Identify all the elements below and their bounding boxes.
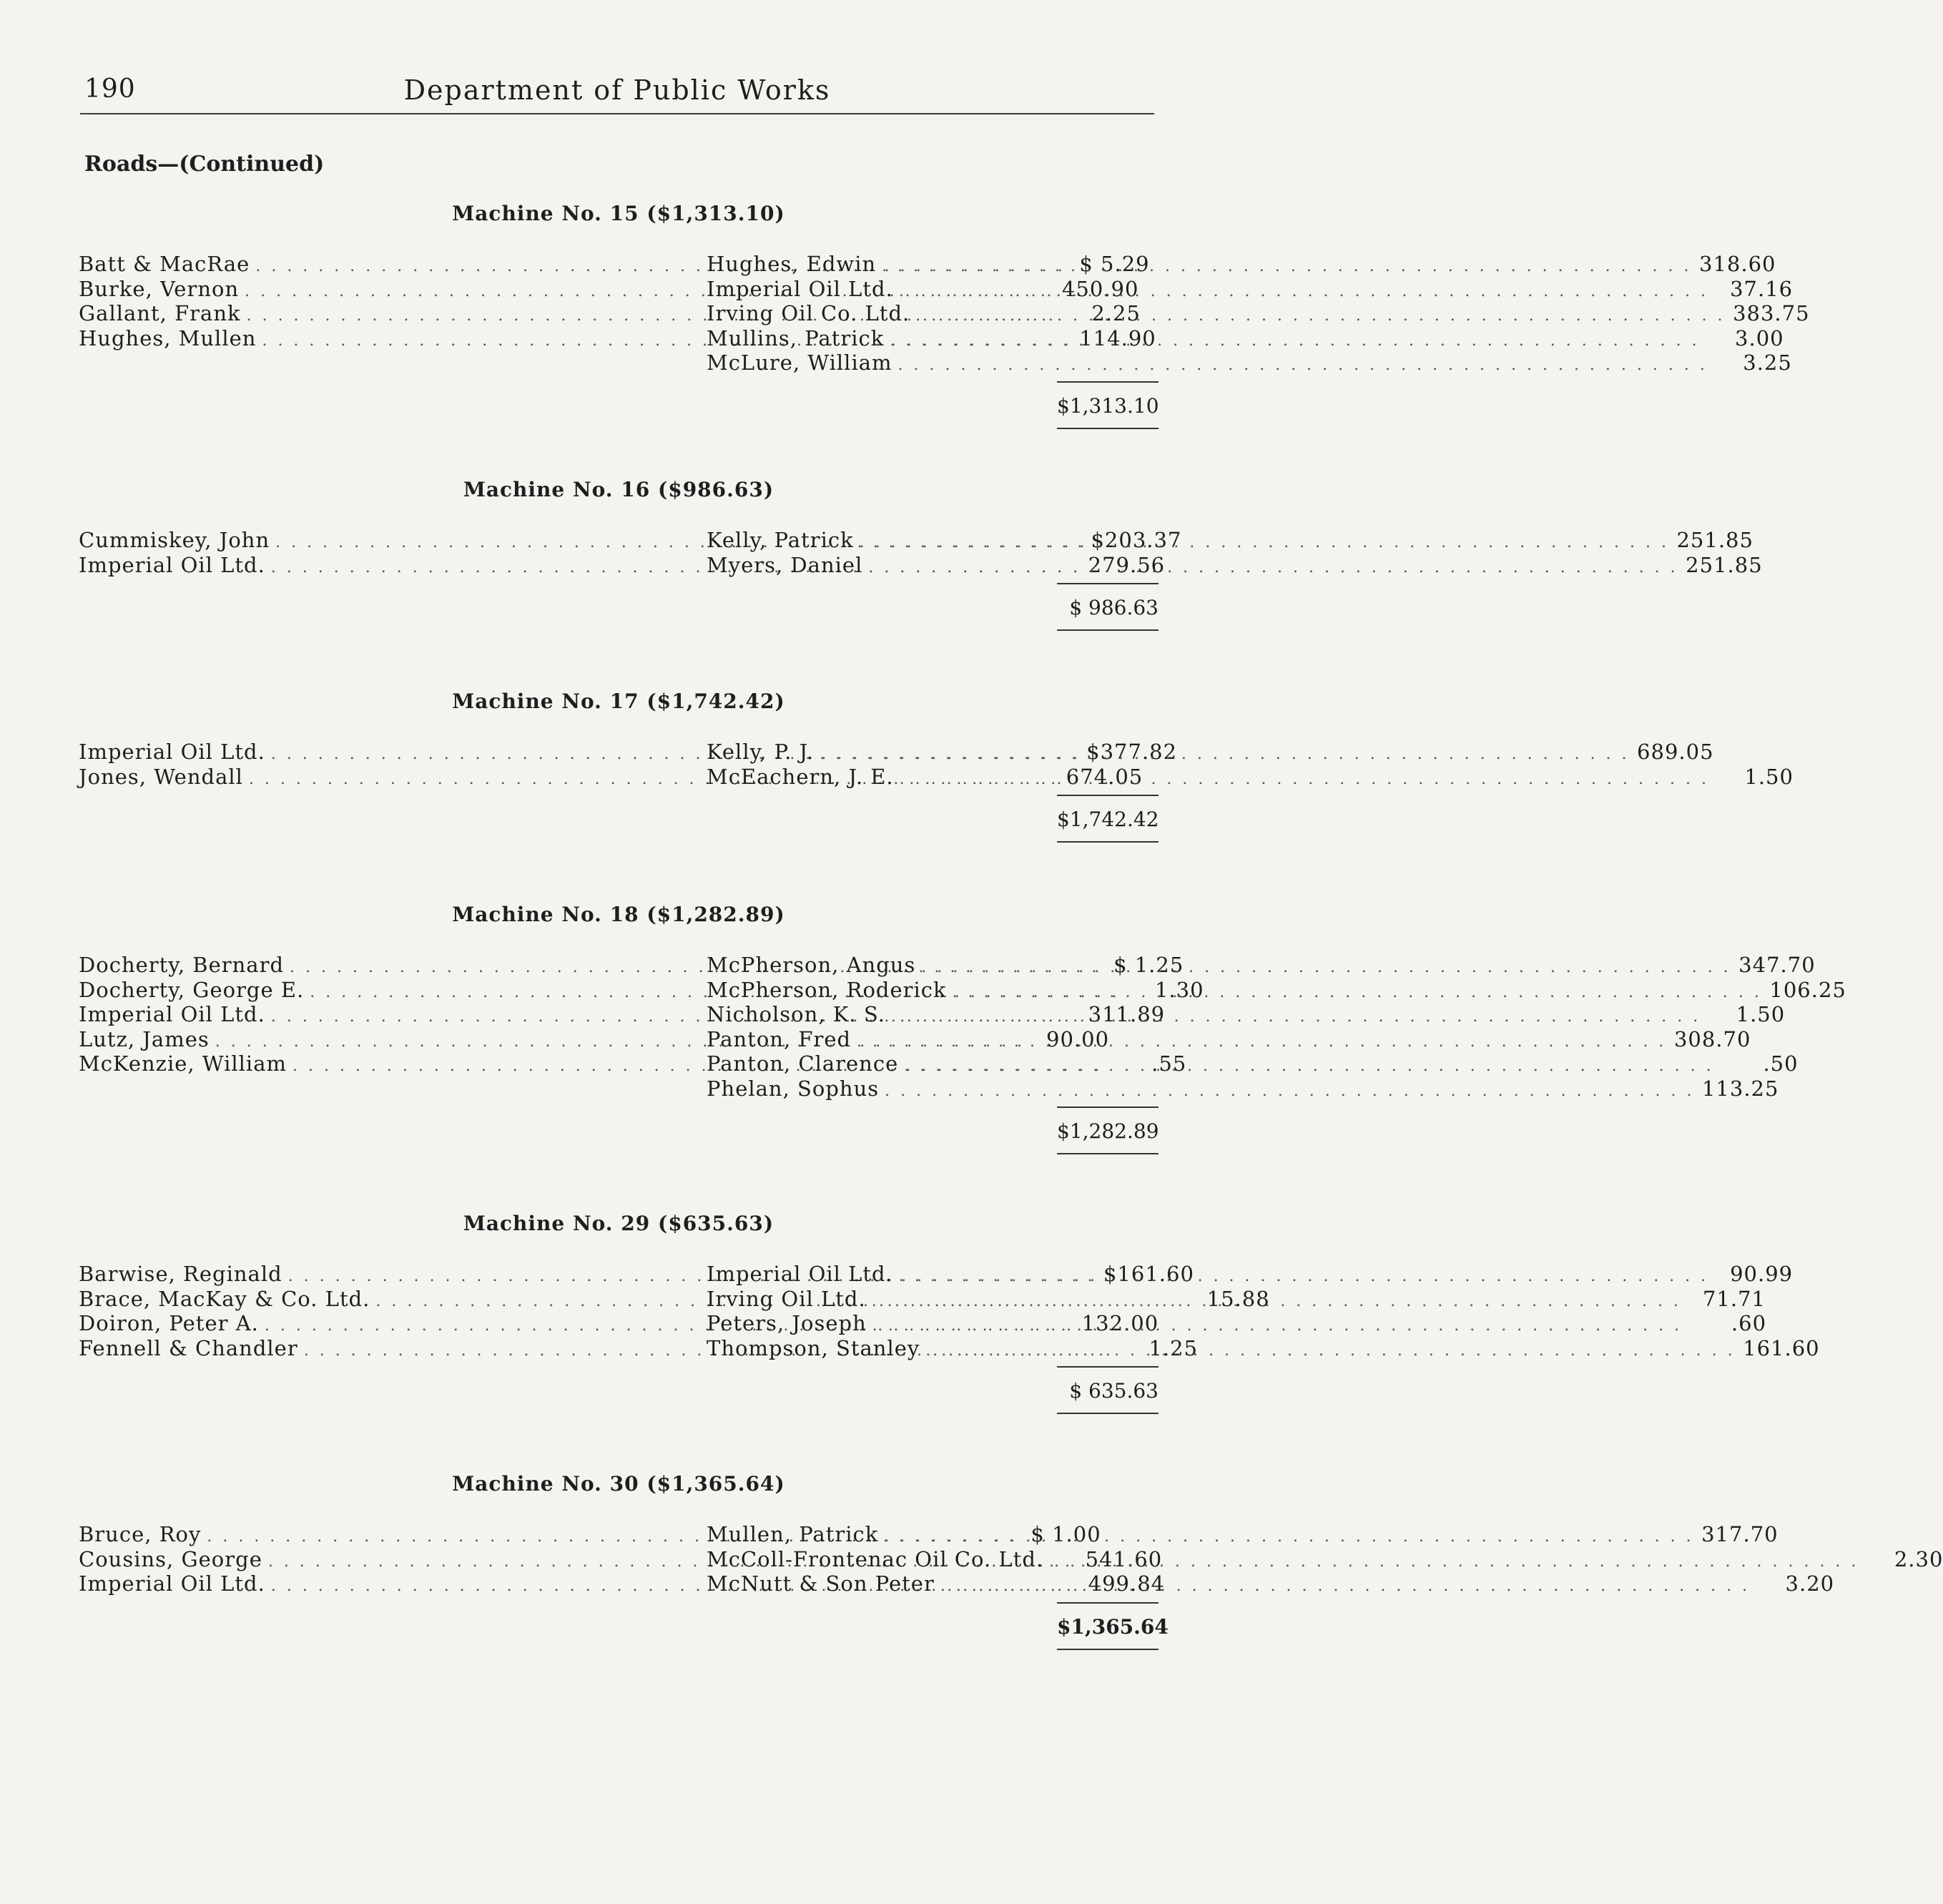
entry-name: Burke, Vernon xyxy=(79,276,240,301)
dot-leader xyxy=(882,257,1691,275)
entry-amount: 541.60 xyxy=(1085,1546,1163,1571)
dot-leader xyxy=(900,770,1709,788)
entry-amount: 114.90 xyxy=(1079,325,1156,350)
dot-leader xyxy=(953,983,1762,1001)
entry-name: Thompson, Stanley xyxy=(707,1335,920,1360)
entry-amount: 347.70 xyxy=(1738,953,1816,977)
total-underline xyxy=(1057,1153,1159,1154)
entry-name: Imperial Oil Ltd. xyxy=(707,1262,893,1286)
total-rule xyxy=(1057,1602,1159,1604)
dot-leader xyxy=(921,958,1731,976)
entry-name: Kelly, P. J. xyxy=(707,740,815,764)
total-amount: $1,365.64 xyxy=(1057,1614,1169,1639)
total-amount: $ 635.63 xyxy=(1069,1379,1159,1403)
entry-amount: 15.88 xyxy=(1206,1286,1270,1311)
entry-amount: 689.05 xyxy=(1637,740,1714,764)
entry-name: Imperial Oil Ltd. xyxy=(707,276,893,301)
entry-name: Lutz, James xyxy=(79,1026,210,1051)
ledger-entry xyxy=(707,1076,1779,1101)
entry-amount: $ 5.29 xyxy=(1079,252,1150,276)
total-rule xyxy=(1057,583,1159,584)
entry-name: Phelan, Sophus xyxy=(707,1076,880,1101)
right-column xyxy=(707,528,1763,577)
machine-block xyxy=(79,903,1846,1143)
entry-amount: $161.60 xyxy=(1103,1262,1194,1286)
entry-amount: .55 xyxy=(1151,1051,1187,1076)
ledger-entry xyxy=(707,1335,1820,1361)
total-underline xyxy=(1057,841,1159,843)
right-column xyxy=(707,252,1810,376)
total-underline xyxy=(1057,1649,1159,1650)
ledger-entry xyxy=(707,301,1810,326)
ledger-entry xyxy=(707,552,1763,578)
dot-leader xyxy=(1049,1553,1859,1571)
entry-amount: 308.70 xyxy=(1673,1026,1751,1051)
entry-name: McLure, William xyxy=(707,350,892,375)
entry-amount: $ 1.00 xyxy=(1030,1522,1101,1546)
entry-name: Hughes, Mullen xyxy=(79,325,257,350)
dot-leader xyxy=(925,1342,1735,1360)
ledger-entry xyxy=(707,325,1784,351)
total-amount: $1,313.10 xyxy=(1057,393,1159,418)
entry-name: McKenzie, William xyxy=(79,1051,287,1076)
entry-name: McNutt & Son Peter xyxy=(707,1571,935,1596)
entry-amount: 71.71 xyxy=(1702,1286,1766,1311)
entry-amount: 1.25 xyxy=(1148,1335,1199,1360)
ledger-entry xyxy=(707,977,1846,1003)
machine-title: Machine No. 18 ($1,282.89) xyxy=(452,903,785,926)
entry-amount: .60 xyxy=(1731,1311,1767,1335)
machine-block xyxy=(79,1212,1820,1403)
page-header xyxy=(80,70,1154,114)
entry-amount: 1.50 xyxy=(1744,764,1794,789)
machine-title: Machine No. 16 ($986.63) xyxy=(463,478,774,501)
entry-amount: 113.25 xyxy=(1701,1076,1779,1101)
entry-amount: 251.85 xyxy=(1676,528,1753,552)
ledger-entry xyxy=(707,276,1794,302)
entry-amount: 311.89 xyxy=(1088,1002,1166,1026)
entry-amount: 499.84 xyxy=(1088,1571,1166,1596)
entry-amount: $377.82 xyxy=(1086,740,1178,764)
dot-leader xyxy=(899,1267,1708,1285)
entry-name: Fennell & Chandler xyxy=(79,1335,298,1360)
entry-name: Gallant, Frank xyxy=(79,301,241,325)
dot-leader xyxy=(884,1528,1693,1546)
dot-leader xyxy=(915,307,1725,325)
total-underline xyxy=(1057,629,1159,631)
entry-name: Bruce, Roy xyxy=(79,1522,202,1546)
total-rule xyxy=(1057,1106,1159,1108)
entry-name: Cummiskey, John xyxy=(79,528,270,552)
ledger-entry xyxy=(707,1002,1786,1027)
total-underline xyxy=(1057,428,1159,429)
entry-name: Peters, Joseph xyxy=(707,1311,867,1335)
entry-name: Irving Oil Co. Ltd. xyxy=(707,301,910,325)
entry-name: Mullen, Patrick xyxy=(707,1522,879,1546)
entry-name: Panton, Clarence xyxy=(707,1051,899,1076)
entry-name: Jones, Wendall xyxy=(79,764,243,789)
dot-leader xyxy=(890,332,1699,350)
entry-amount: 90.99 xyxy=(1730,1262,1794,1286)
entry-amount: 3.20 xyxy=(1785,1571,1835,1596)
entry-name: McPherson, Angus xyxy=(707,953,916,977)
machine-title: Machine No. 29 ($635.63) xyxy=(463,1212,774,1235)
entry-amount: 106.25 xyxy=(1769,977,1846,1002)
entry-name: Docherty, Bernard xyxy=(79,953,285,977)
ledger-entry xyxy=(707,1051,1799,1076)
entry-name: Brace, MacKay & Co. Ltd. xyxy=(79,1286,370,1311)
ledger-entry xyxy=(707,252,1776,277)
machine-title: Machine No. 30 ($1,365.64) xyxy=(452,1472,785,1496)
machine-total xyxy=(1057,381,1159,429)
entry-name: Doiron, Peter A. xyxy=(79,1311,259,1335)
entry-amount: 161.60 xyxy=(1743,1335,1820,1360)
ledger-entry xyxy=(707,953,1816,978)
entry-name: Imperial Oil Ltd. xyxy=(79,740,265,764)
entry-amount: 2.30 xyxy=(1894,1546,1943,1571)
entry-name: Barwise, Reginald xyxy=(79,1262,282,1286)
dot-leader xyxy=(868,559,1678,576)
entry-amount: 1.30 xyxy=(1154,977,1204,1002)
entry-name: Myers, Daniel xyxy=(707,552,863,577)
machine-block xyxy=(79,202,1810,418)
dot-leader xyxy=(891,1008,1701,1026)
machine-title: Machine No. 15 ($1,313.10) xyxy=(452,202,785,225)
ledger-entry xyxy=(707,1546,1943,1572)
machine-total xyxy=(1057,1602,1169,1650)
dot-leader xyxy=(820,745,1629,763)
dot-leader xyxy=(872,1292,1681,1310)
entry-name: Irving Oil Ltd. xyxy=(707,1286,866,1311)
entry-amount: 3.00 xyxy=(1735,325,1784,350)
entry-name: Imperial Oil Ltd. xyxy=(79,552,265,577)
ledger-entry xyxy=(707,1026,1751,1052)
machine-block xyxy=(79,478,1763,619)
entry-amount: 37.16 xyxy=(1730,276,1794,301)
dot-leader xyxy=(885,1082,1694,1100)
total-rule xyxy=(1057,381,1159,383)
total-amount: $1,742.42 xyxy=(1057,808,1159,831)
entry-amount: 318.60 xyxy=(1699,252,1776,276)
entry-amount: 251.85 xyxy=(1686,552,1763,577)
entry-name: Mullins, Patrick xyxy=(707,325,885,350)
machine-total xyxy=(1057,1366,1159,1414)
entry-name: Imperial Oil Ltd. xyxy=(79,1571,265,1596)
entry-name: McPherson, Roderick xyxy=(707,977,947,1002)
ledger-entry xyxy=(707,1571,1835,1596)
ledger-entry xyxy=(707,1311,1767,1336)
entry-name: Nicholson, K. S. xyxy=(707,1002,885,1026)
dot-leader xyxy=(857,1033,1666,1051)
entry-amount: 279.56 xyxy=(1088,552,1166,577)
entry-amount: 2.25 xyxy=(1091,301,1141,325)
dot-leader xyxy=(904,1057,1713,1075)
right-column xyxy=(707,740,1794,789)
entry-name: Docherty, George E. xyxy=(79,977,305,1002)
entry-name: Cousins, George xyxy=(79,1546,262,1571)
dot-leader xyxy=(898,356,1708,374)
entry-amount: .50 xyxy=(1763,1051,1799,1076)
total-rule xyxy=(1057,1366,1159,1368)
machine-total xyxy=(1057,583,1159,631)
ledger-entry xyxy=(707,350,1792,376)
entry-name: Kelly, Patrick xyxy=(707,528,854,552)
entry-amount: 383.75 xyxy=(1733,301,1810,325)
total-amount: $ 986.63 xyxy=(1069,596,1159,619)
right-column xyxy=(707,1522,1943,1596)
entry-name: Batt & MacRae xyxy=(79,252,250,276)
entry-name: McColl-Frontenac Oil Co. Ltd. xyxy=(707,1546,1044,1571)
machine-title: Machine No. 17 ($1,742.42) xyxy=(452,690,785,713)
machine-block xyxy=(79,690,1794,831)
entry-amount: 3.25 xyxy=(1743,350,1792,375)
dot-leader xyxy=(872,1317,1682,1335)
dot-leader xyxy=(940,1577,1750,1595)
entry-amount: 90.00 xyxy=(1046,1026,1110,1051)
total-underline xyxy=(1057,1413,1159,1414)
ledger-entry xyxy=(707,528,1753,553)
running-title: Department of Public Works xyxy=(403,74,831,106)
entry-name: Hughes, Edwin xyxy=(707,252,877,276)
dot-leader xyxy=(860,534,1669,551)
entry-amount: 674.05 xyxy=(1066,764,1143,789)
ledger-entry xyxy=(707,740,1714,765)
entry-amount: 132.00 xyxy=(1081,1311,1159,1335)
entry-amount: $ 1.25 xyxy=(1113,953,1184,977)
dot-leader xyxy=(899,283,1708,300)
right-column xyxy=(707,953,1846,1101)
entry-amount: 1.50 xyxy=(1736,1002,1786,1026)
entry-name: Imperial Oil Ltd. xyxy=(79,1002,265,1026)
machine-total xyxy=(1057,795,1159,843)
entry-name: Panton, Fred xyxy=(707,1026,852,1051)
entry-amount: 450.90 xyxy=(1061,276,1139,301)
ledger-entry xyxy=(707,764,1794,790)
entry-amount: $203.37 xyxy=(1091,528,1182,552)
ledger-entry xyxy=(707,1262,1794,1287)
ledger-entry xyxy=(707,1522,1779,1547)
machine-block xyxy=(79,1472,1943,1639)
entry-amount: 317.70 xyxy=(1701,1522,1779,1546)
total-rule xyxy=(1057,795,1159,796)
section-heading: Roads—(Continued) xyxy=(84,152,325,177)
entry-name: McEachern, J. E. xyxy=(707,764,894,789)
page-number: 190 xyxy=(84,74,136,104)
total-amount: $1,282.89 xyxy=(1057,1119,1159,1143)
machine-total xyxy=(1057,1106,1159,1154)
